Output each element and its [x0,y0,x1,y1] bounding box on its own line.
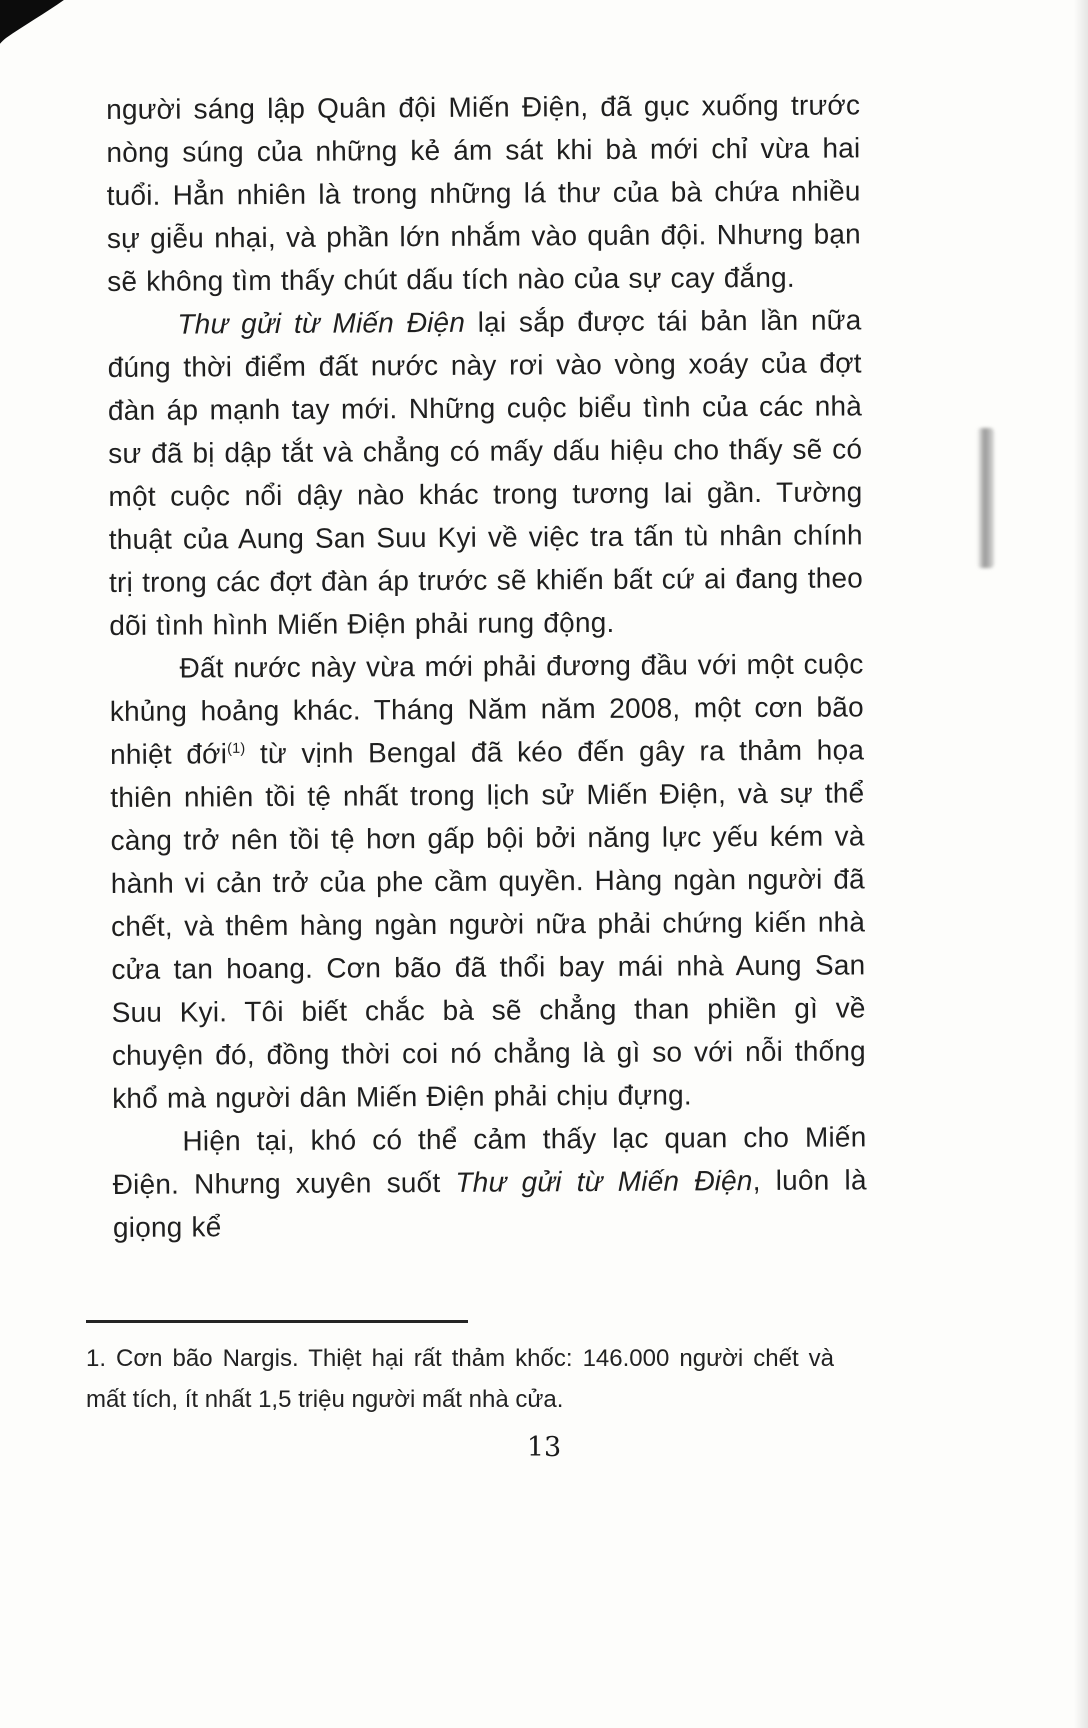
footnote-text: 1. Cơn bão Nargis. Thiệt hại rất thảm khốc: 146.000 người chết và mất tích, ít nhất 1,5 triệu người mất nhà cửa. [86,1345,834,1413]
text-run: , luôn là giọng kể [112,1164,867,1243]
paragraph [106,83,861,303]
text-run: từ vịnh Bengal đã kéo đến gây ra thảm họa thiên nhiên tồi tệ nhất trong lịch sử Miến Điện, và sự thể càng trở nên tồi tệ hơn gấp bội bởi năng lực yếu kém và hành vi cản trở của phe cầm quyền. Hàng ngàn người đã chết, và thêm hàng ngàn người nữa phải chứng kiến nhà cửa tan hoang. Cơn bão đã thổi bay mái nhà Aung San Suu Kyi. Tôi biết chắc bà sẽ chẳng than phiền gì về chuyện đó, đồng thời coi nó chẳng là gì so với nỗi thống khổ mà người dân Miến Điện phải chịu đựng. [110,734,866,1114]
text-run: Đất nước này vừa mới phải đương đầu với một cuộc khủng hoảng khác. Tháng Năm năm 2008, một cơn bão nhiệt đới [109,648,864,770]
text-run: Hiện tại, khó có thể cảm thấy lạc quan cho Miến Điện. Nhưng xuyên suốt [112,1121,867,1200]
page-edge-fade [1074,0,1088,1728]
text-run: Thư gửi từ Miến Điện [177,306,466,340]
page-number: 13 [526,1432,562,1463]
footnote-reference: (1) [226,740,246,757]
paragraph [109,642,866,1120]
page-paragraphs [106,83,867,1249]
scan-edge-shadow [977,428,994,568]
paragraph [107,298,863,647]
text-run: lại sắp được tái bản lần nữa đúng thời điểm đất nước này rơi vào vòng xoáy của đợt đàn áp mạnh tay mới. Những cuộc biểu tình của các nhà sư đã bị dập tắt và chẳng có mấy dấu hiệu cho thấy sẽ có một cuộc nổi dậy nào khác trong tương lai gần. Tường thuật của Aung San Suu Kyi về việc tra tấn tù nhân chính trị trong các đợt đàn áp trước sẽ khiến bất cứ ai đang theo dõi tình hình Miến Điện phải rung động. [107,304,864,641]
scan-corner-artifact-icon [0,0,92,56]
paragraph [112,1115,867,1249]
text-run: Thư gửi từ Miến Điện [455,1165,753,1198]
footnote-divider [86,1320,468,1323]
text-run: người sáng lập Quân đội Miến Điện, đã gục xuống trước nòng súng của những kẻ ám sát khi bà mới chỉ vừa hai tuổi. Hẳn nhiên là trong những lá thư của bà chứa nhiều sự giễu nhại, và phần lớn nhắm vào quân đội. Nhưng bạn sẽ không tìm thấy chút dấu tích nào của sự cay đắng. [106,89,861,297]
